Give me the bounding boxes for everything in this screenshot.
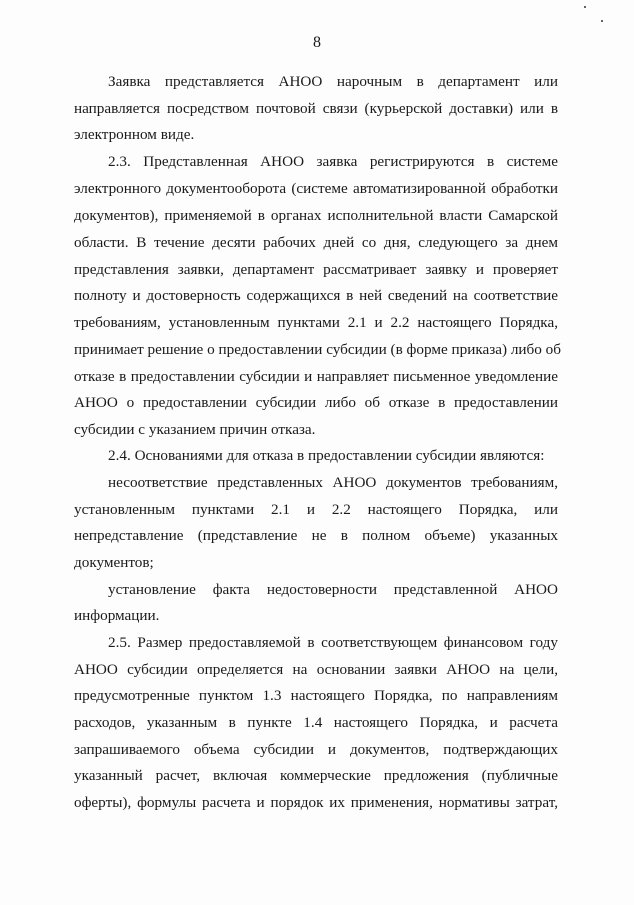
text-line: запрашиваемого объема субсидии и документов, подтверждающих — [74, 741, 558, 758]
text-line: оферты), формулы расчета и порядок их применения, нормативы затрат, — [74, 794, 558, 811]
text-line: установление факта недостоверности представленной АНОО — [108, 581, 558, 598]
text-line: направляется посредством почтовой связи (курьерской доставки) или в — [74, 100, 558, 117]
text-line: АНОО о предоставлении субсидии либо об отказе в предоставлении — [74, 394, 558, 411]
text-line: документов), применяемой в органах исполнительной власти Самарской — [74, 207, 558, 224]
page-number: 8 — [313, 34, 321, 51]
text-line: 2.4. Основаниями для отказа в предоставлении субсидии являются: — [108, 447, 545, 464]
text-line: несоответствие представленных АНОО документов требованиям, — [108, 474, 558, 491]
text-line: непредставление (представление не в полном объеме) указанных — [74, 527, 558, 544]
text-line: АНОО субсидии определяется на основании заявки АНОО на цели, — [74, 661, 558, 678]
scan-speck — [584, 6, 586, 8]
text-line: принимает решение о предоставлении субсидии (в форме приказа) либо об — [74, 341, 561, 358]
text-line: отказе в предоставлении субсидии и направляет письменное уведомление — [74, 368, 558, 385]
text-line: 2.3. Представленная АНОО заявка регистрируются в системе — [108, 153, 558, 170]
text-line: представления заявки, департамент рассматривает заявку и проверяет — [74, 261, 558, 278]
text-line: требованиям, установленным пунктами 2.1 и 2.2 настоящего Порядка, — [74, 314, 558, 331]
scan-speck — [601, 20, 603, 22]
text-line: предусмотренные пунктом 1.3 настоящего Порядка, по направлениям — [74, 687, 558, 704]
text-line: документов; — [74, 554, 154, 571]
text-line: Заявка представляется АНОО нарочным в департамент или — [108, 73, 558, 90]
text-line: субсидии с указанием причин отказа. — [74, 421, 316, 438]
text-line: установленным пунктами 2.1 и 2.2 настоящего Порядка, или — [74, 501, 558, 518]
text-line: области. В течение десяти рабочих дней со дня, следующего за днем — [74, 234, 558, 251]
text-line: указанный расчет, включая коммерческие предложения (публичные — [74, 767, 558, 784]
text-line: информации. — [74, 607, 160, 624]
text-line: полноту и достоверность содержащихся в ней сведений на соответствие — [74, 287, 558, 304]
text-line: 2.5. Размер предоставляемой в соответствующем финансовом году — [108, 634, 558, 651]
text-line: электронном виде. — [74, 126, 195, 143]
text-line: расходов, указанным в пункте 1.4 настоящего Порядка, и расчета — [74, 714, 558, 731]
text-line: электронного документооборота (системе автоматизированной обработки — [74, 180, 558, 197]
